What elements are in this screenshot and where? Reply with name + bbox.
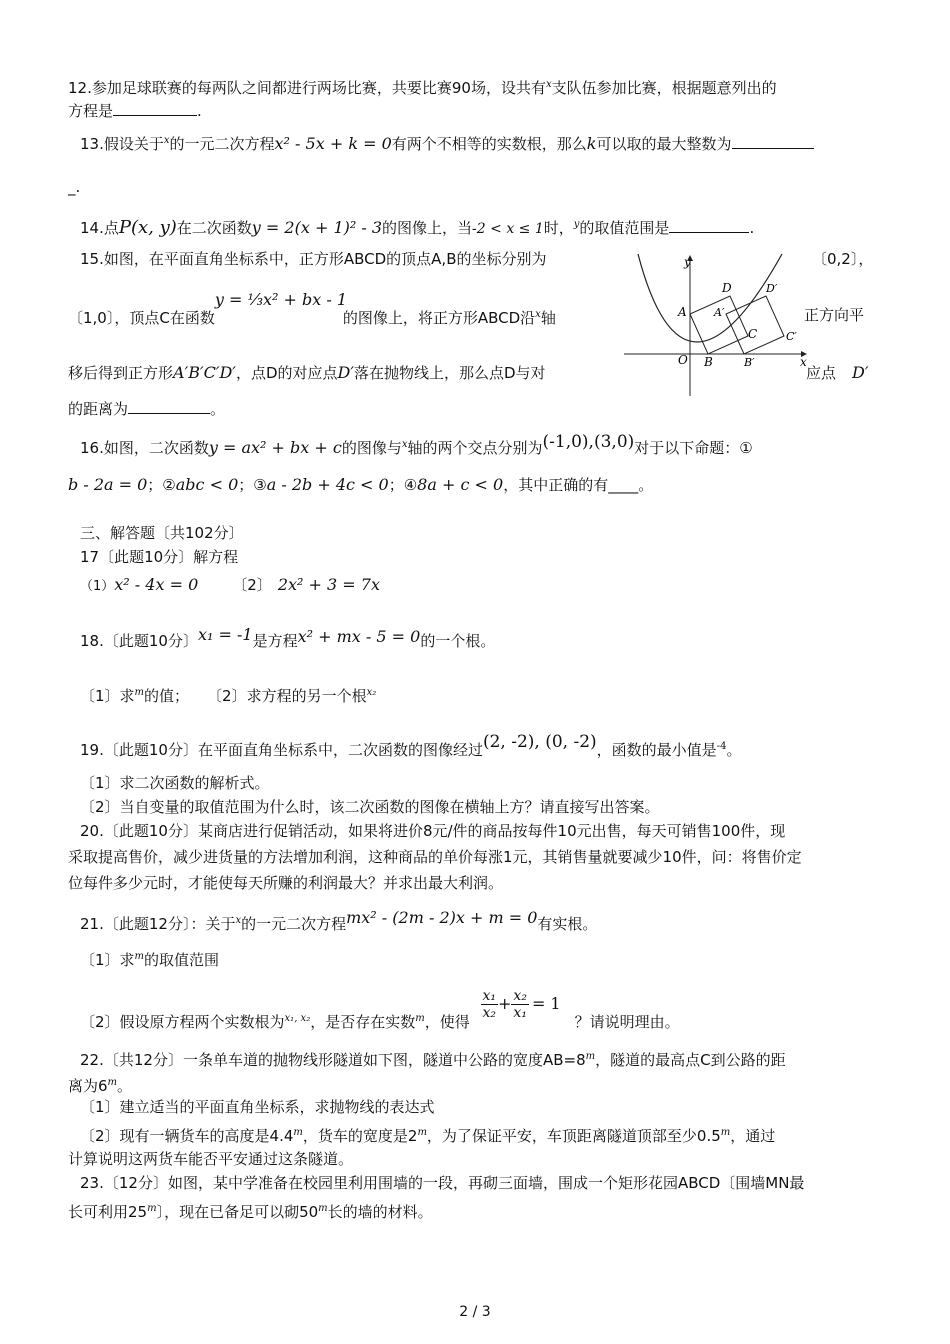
q16-line1: 16.如图，二次函数y = ax² + bx + c的图像与$^x$轴的两个交点分别为(-1,0),(3,0)对于以下命题：① — [80, 432, 753, 457]
q23-line2: 长可利用25$^m$〕，现在已备足可以砌50$^m$长的墙的材料。 — [68, 1203, 433, 1221]
answer-blank[interactable] — [113, 101, 197, 116]
q21-part1: 〔1〕求$^m$的取值范围 — [80, 951, 220, 969]
q18-line1: 18.〔此题10分〕x₁ = -1是方程x² + mx - 5 = 0的一个根。 — [80, 625, 496, 650]
answer-blank[interactable] — [669, 218, 749, 233]
q19-line1: 19.〔此题10分〕在平面直角坐标系中，二次函数的图像经过(2, -2), (0, -2)，函数的最小值是$^{-4}$。 — [80, 732, 742, 759]
q13-line1: 13.假设关于$^x$的一元二次方程x² - 5x + k = 0有两个不相等的实数根，那么k可以取的最大整数为 — [80, 130, 896, 155]
q15-figure — [624, 250, 810, 398]
answer-blank[interactable] — [128, 399, 210, 414]
fig-label-c: C — [748, 327, 758, 341]
q19-part2: 〔2〕当自变量的取值范围为什么时，该二次函数的图像在横轴上方？请直接写出答案。 — [80, 798, 660, 816]
fig-label-x: x — [800, 355, 807, 369]
q15-line2-right: 正方向平 — [804, 306, 865, 324]
q21-part2: 〔2〕假设原方程两个实数根为$^{x_1, x_2}$，是否存在实数$^m$，使得 $\frac{\text{x₁}}{\text{x₂}}$ + $\frac{\text{x₂}}{\text{x₁}}$ = 1？请说明理由。 — [80, 988, 680, 1031]
fig-label-d1: D′ — [766, 282, 778, 295]
q22-part1: 〔1〕建立适当的平面直角坐标系，求抛物线的表达式 — [80, 1098, 435, 1116]
fig-label-a1: A′ — [714, 306, 725, 319]
answer-blank[interactable] — [732, 134, 814, 149]
q14-line: 14.点P(x, y)在二次函数y = 2(x + 1)² - 3的图像上，当-2 < x ≤ 1时，$^y$的取值范围是 . — [80, 217, 755, 238]
q23-line1: 23.〔12分〕如图，某中学准备在校园里利用围墙的一段，再砌三面墙，围成一个矩形花园ABCD〔围墙MN最 — [80, 1174, 805, 1192]
q22-part2-line2: 计算说明这两货车能否平安通过这条隧道。 — [68, 1150, 354, 1168]
page-number: 2 / 3 — [459, 1304, 491, 1320]
q15-line3: 移后得到正方形A′B′C′D′，点D的对应点D′落在抛物线上，那么点D与对 — [68, 363, 546, 382]
q15-line1: 15.如图，在平面直角坐标系中，正方形ABCD的顶点A,B的坐标分别为 — [80, 250, 547, 268]
q15-line4: 的距离为 。 — [68, 400, 226, 418]
fig-label-b1: B′ — [744, 356, 755, 369]
fig-label-o: O — [678, 353, 688, 367]
q17-title: 17〔此题10分〕解方程 — [80, 548, 239, 566]
section-3-heading: 三、解答题〔共102分〕 — [80, 524, 244, 542]
q22-part2: 〔2〕现有一辆货车的高度是4.4$^m$，货车的宽度是2$^m$，为了保证平安，车顶距离隧道顶部至少0.5$^m$，通过 — [80, 1127, 776, 1145]
fig-label-y: y — [684, 255, 691, 269]
fig-label-a: A — [678, 305, 687, 319]
q22-line2: 离为6$^m$。 — [68, 1077, 133, 1095]
q20-line1: 20.〔此题10分〕某商店进行促销活动，如果将进价8元/件的商品按每件10元出售，每天可销售100件，现 — [80, 822, 786, 840]
q15-line3-right: 应点 D′ — [806, 363, 869, 382]
q21-line1: 21.〔此题12分〕：关于$^x$的一元二次方程mx² - (2m - 2)x + m = 0有实根。 — [80, 908, 598, 933]
q17-parts: （1）x² - 4x = 0 〔2〕 2x² + 3 = 7x — [80, 575, 380, 594]
q12-line2: 方程是 . — [68, 102, 202, 120]
q15-line2: 〔1,0〕，顶点C在函数y = ⅓x² + bx - 1的图像上，将正方形ABCD沿$^x$轴 — [68, 290, 556, 327]
fig-label-b: B — [704, 355, 713, 369]
q18-line2: 〔1〕求$^m$的值； 〔2〕求方程的另一个根$^{x_2}$ — [80, 687, 377, 705]
square-abcd — [690, 296, 748, 354]
q16-line2: b - 2a = 0；②abc < 0；③a - 2b + 4c < 0；④8a + c < 0，其中正确的有____。 — [68, 475, 654, 494]
square-abcd-prime — [726, 296, 784, 354]
q13-line2: _. — [68, 178, 81, 196]
q21-fraction-expression: $\frac{\text{x₁}}{\text{x₂}}$ + $\frac{\text{x₂}}{\text{x₁}}$ = 1 — [482, 988, 561, 1021]
q20-line2: 采取提高售价，减少进货量的方法增加利润，这种商品的单价每涨1元，其销售量就要减少10件，问：将售价定 — [68, 848, 802, 866]
fig-label-c1: C′ — [786, 330, 797, 343]
q22-line1: 22.〔共12分〕一条单车道的抛物线形隧道如下图，隧道中公路的宽度$AB=8^m$，隧道的最高点C到公路的距 — [80, 1051, 786, 1069]
q15-line1-right: 〔0,2〕， — [812, 250, 874, 268]
fig-label-d: D — [722, 281, 732, 295]
q12-line1: 12.参加足球联赛的每两队之间都进行两场比赛，共要比赛90场，设共有$^x$支队伍参加比赛，根据题意列出的 — [68, 79, 777, 97]
q19-part1: 〔1〕求二次函数的解析式。 — [80, 774, 270, 792]
q20-line3: 位每件多少元时，才能使每天所赚的利润最大？并求出最大利润。 — [68, 874, 504, 892]
